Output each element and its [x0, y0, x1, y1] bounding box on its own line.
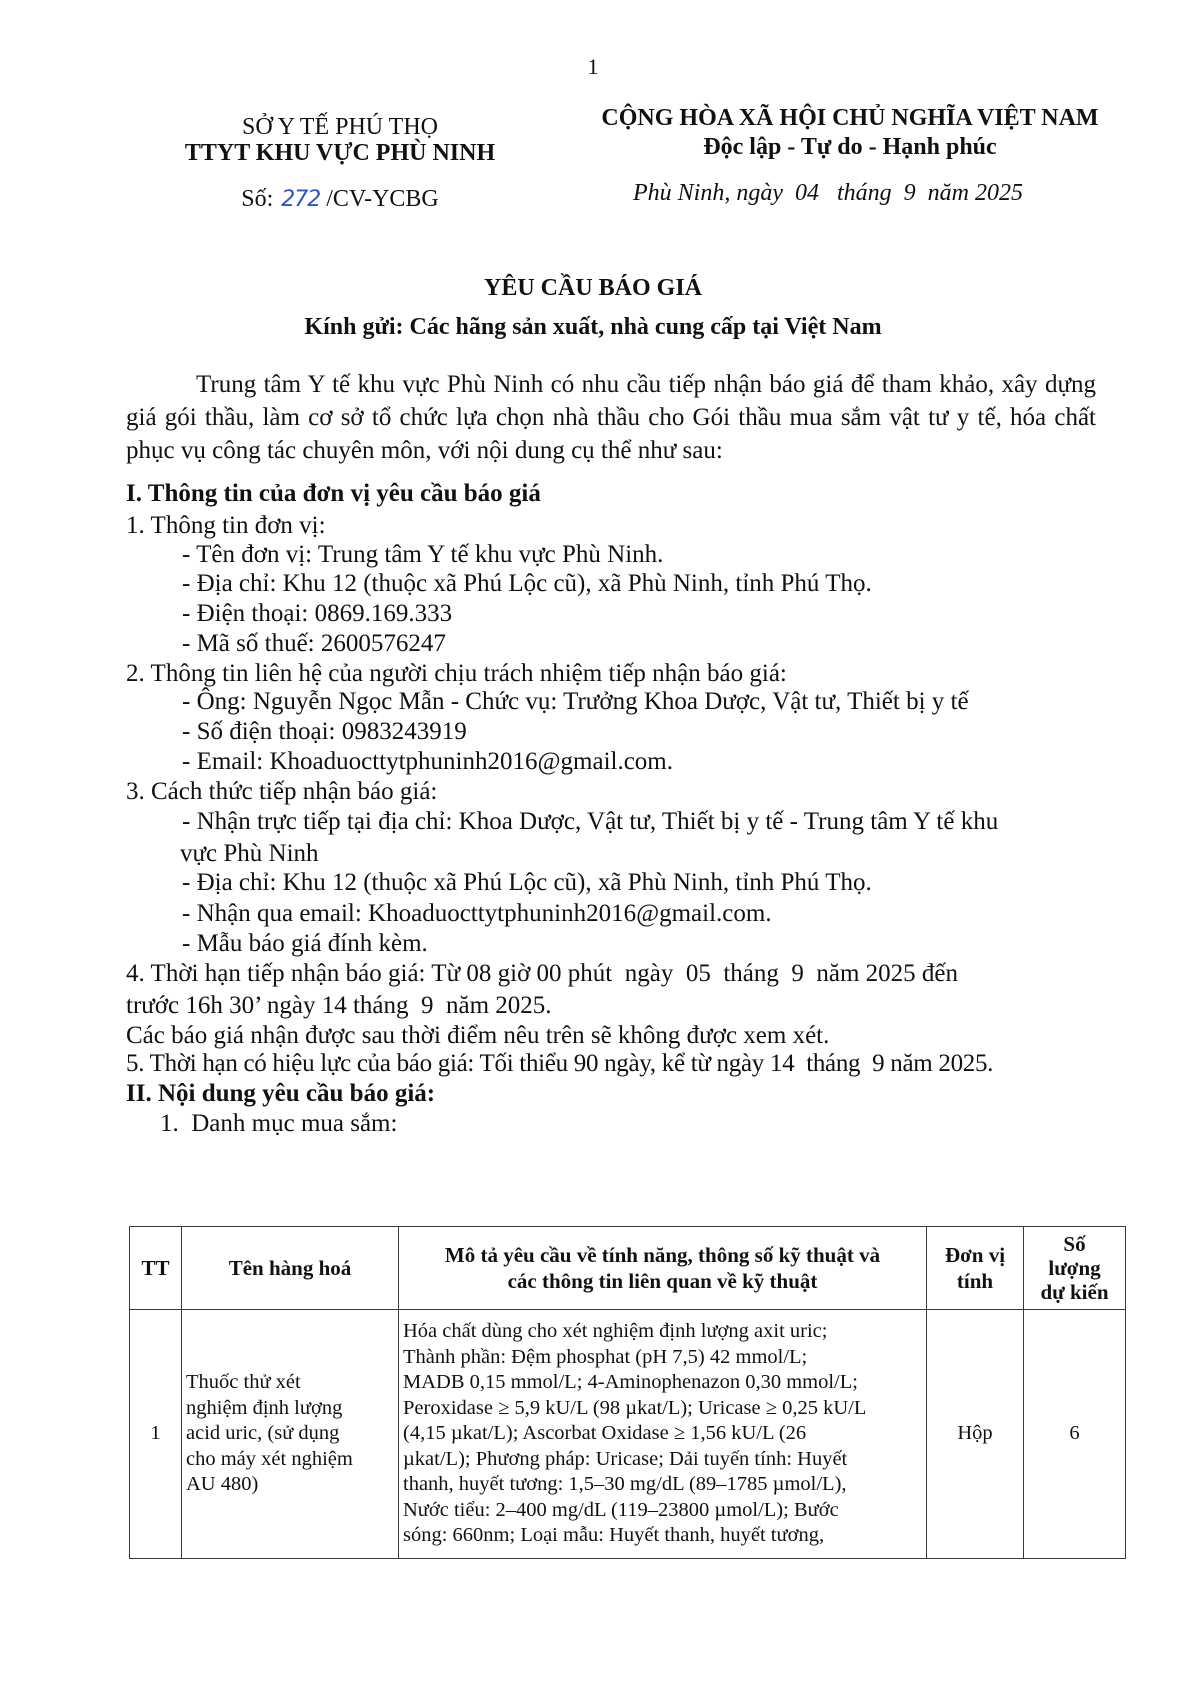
deadline-line-1: 4. Thời hạn tiếp nhận báo giá: Từ 08 giờ 00 phút ngày 05 tháng 9 năm 2025 đến: [126, 960, 959, 987]
description-line: MADB 0,15 mmol/L; 4-Aminophenazon 0,30 mmol/L;: [403, 1371, 858, 1394]
section-2-sub-1: 1. Danh mục mua sắm:: [160, 1110, 398, 1137]
addressee: Kính gửi: Các hãng sản xuất, nhà cung cấp tại Việt Nam: [304, 314, 882, 340]
col-header-quantity-line: lượng: [1048, 1256, 1101, 1280]
intro-paragraph: Trung tâm Y tế khu vực Phù Ninh có nhu cầu tiếp nhận báo giá để tham khảo, xây dựng giá gói thầu, làm cơ sở tổ chức lựa chọn nhà thầu cho Gói thầu mua sắm vật tư y tế, hóa chất phục vụ công tác chuyên môn, với nội dung cụ thể như sau:: [126, 371, 1096, 464]
contact-phone: - Số điện thoại: 0983243919: [182, 718, 467, 745]
col-header-unit-line: tính: [956, 1269, 994, 1293]
description-line: Peroxidase ≥ 5,9 kU/L (98 µkat/L); Uricase ≥ 0,25 kU/L: [403, 1396, 867, 1419]
col-header-unit: [927, 1227, 1024, 1310]
item-name-line: acid uric, (sử dụng: [186, 1422, 340, 1445]
contact-person: - Ông: Nguyễn Ngọc Mẫn - Chức vụ: Trưởng Khoa Dược, Vật tư, Thiết bị y tế: [182, 688, 969, 715]
issuing-authority: SỞ Y TẾ PHÚ THỌ: [241, 114, 439, 140]
cell-tt: 1: [130, 1310, 182, 1559]
col-header-description: [399, 1227, 927, 1310]
unit-name: - Tên đơn vị: Trung tâm Y tế khu vực Phù Ninh.: [182, 541, 664, 568]
table-row: [130, 1310, 1126, 1559]
document-title: YÊU CẦU BÁO GIÁ: [483, 275, 702, 301]
doc-number-suffix: /CV-YCBG: [326, 186, 439, 212]
col-header-description-line: Mô tả yêu cầu về tính năng, thông số kỹ thuật và: [444, 1243, 881, 1267]
unit-phone: - Điện thoại: 0869.169.333: [182, 600, 453, 627]
item-name-line: nghiệm định lượng: [186, 1396, 343, 1419]
document-number: [150, 184, 530, 215]
procurement-table: [129, 1226, 1126, 1559]
col-header-tt: TT: [130, 1227, 182, 1310]
description-line: (4,15 µkat/L); Ascorbat Oxidase ≥ 1,56 kU/L (26: [403, 1422, 807, 1445]
unit-tax-code: - Mã số thuế: 2600576247: [182, 630, 446, 657]
receive-email: - Nhận qua email: Khoaduocttytphuninh2016@gmail.com.: [182, 900, 772, 927]
col-header-description-line: các thông tin liên quan về kỹ thuật: [507, 1269, 818, 1293]
validity-period: 5. Thời hạn có hiệu lực của báo giá: Tối thiểu 90 ngày, kể từ ngày 14 tháng 9 năm 2025.: [126, 1050, 994, 1077]
description-line: Thành phần: Đệm phosphat (pH 7,5) 42 mmol/L;: [403, 1345, 808, 1368]
description-line: Hóa chất dùng cho xét nghiệm định lượng axit uric;: [403, 1320, 828, 1343]
cell-unit: Hộp: [927, 1310, 1024, 1559]
item-name-line: cho máy xét nghiệm: [186, 1447, 353, 1470]
item-name-line: AU 480): [186, 1473, 259, 1496]
section-1-item-2-title: 2. Thông tin liên hệ của người chịu trách nhiệm tiếp nhận báo giá:: [126, 660, 787, 687]
receive-direct: - Nhận trực tiếp tại địa chỉ: Khoa Dược, Vật tư, Thiết bị y tế - Trung tâm Y tế khu: [182, 808, 999, 835]
description-line: sóng: 660nm; Loại mẫu: Huyết thanh, huyết tương,: [403, 1524, 825, 1547]
col-header-name: Tên hàng hoá: [182, 1227, 399, 1310]
cell-quantity: 6: [1024, 1310, 1126, 1559]
col-header-quantity: [1024, 1227, 1126, 1310]
item-name-line: Thuốc thử xét: [186, 1371, 301, 1394]
receive-address: - Địa chỉ: Khu 12 (thuộc xã Phú Lộc cũ), xã Phù Ninh, tỉnh Phú Thọ.: [182, 869, 872, 896]
quote-template-note: - Mẫu báo giá đính kèm.: [182, 930, 428, 957]
cell-item-name: [182, 1310, 399, 1559]
description-line: Nước tiểu: 2–400 mg/dL (119–23800 µmol/L); Bước: [403, 1498, 839, 1521]
contact-email: - Email: Khoaduocttytphuninh2016@gmail.com.: [182, 748, 674, 775]
issuing-unit: TTYT KHU VỰC PHÙ NINH: [184, 140, 496, 166]
col-header-unit-line: Đơn vị: [944, 1243, 1006, 1267]
description-line: thanh, huyết tương: 1,5–30 mg/dL (89–1785 µmol/L),: [403, 1473, 847, 1496]
deadline-note: Các báo giá nhận được sau thời điểm nêu trên sẽ không được xem xét.: [126, 1022, 830, 1049]
cell-description: [399, 1310, 927, 1559]
receive-direct-cont: vực Phù Ninh: [180, 840, 319, 867]
unit-address: - Địa chỉ: Khu 12 (thuộc xã Phú Lộc cũ), xã Phù Ninh, tỉnh Phú Thọ.: [182, 570, 872, 597]
table-header-row: [130, 1227, 1126, 1310]
national-title: CỘNG HÒA XÃ HỘI CHỦ NGHĨA VIỆT NAM: [601, 105, 1099, 131]
section-1-heading: I. Thông tin của đơn vị yêu cầu báo giá: [126, 480, 541, 507]
description-line: µkat/L); Phương pháp: Uricase; Dải tuyến tính: Huyết: [403, 1447, 848, 1470]
section-1-item-3-title: 3. Cách thức tiếp nhận báo giá:: [126, 778, 438, 805]
doc-number-prefix: Số:: [241, 186, 274, 212]
national-motto: Độc lập - Tự do - Hạnh phúc: [703, 134, 997, 160]
place-date: Phù Ninh, ngày 04 tháng 9 năm 2025: [633, 180, 1023, 206]
section-2-heading: II. Nội dung yêu cầu báo giá:: [126, 1080, 436, 1107]
col-header-quantity-line: Số: [1063, 1232, 1086, 1256]
col-header-quantity-line: dự kiến: [1040, 1280, 1109, 1304]
doc-number-handwritten: 272: [281, 187, 321, 212]
deadline-line-2: trước 16h 30’ ngày 14 tháng 9 năm 2025.: [126, 992, 552, 1019]
page-number: 1: [587, 54, 599, 79]
section-1-item-1-title: 1. Thông tin đơn vị:: [126, 512, 326, 539]
